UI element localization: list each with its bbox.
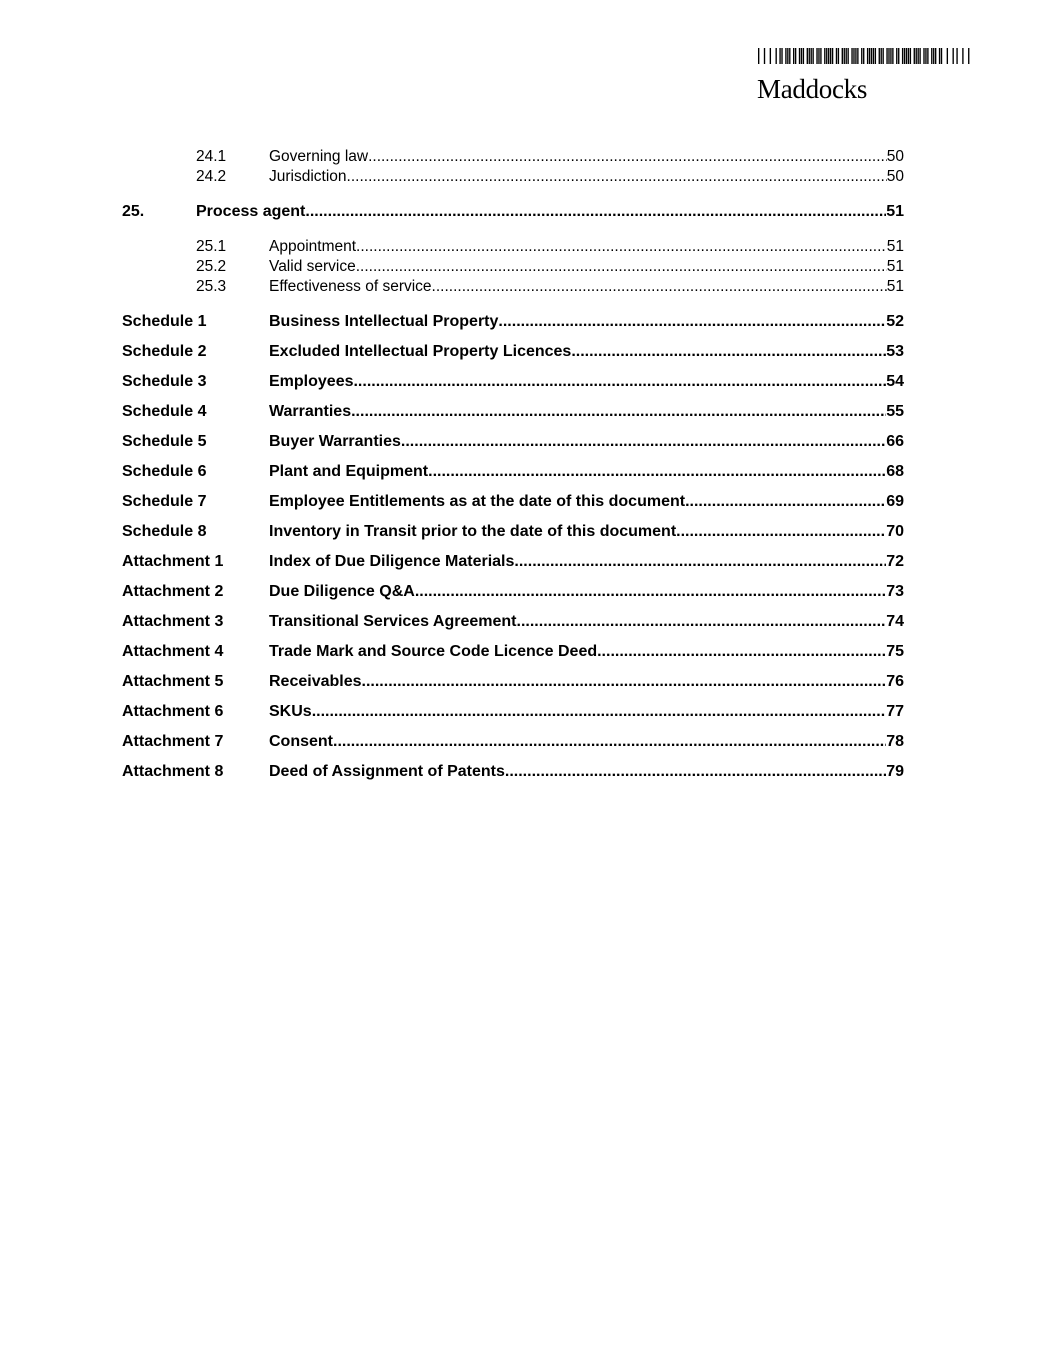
toc-entry-number: Attachment 7 [122,733,224,750]
toc-entry-page: 76 [886,673,904,690]
toc-entry[interactable] [122,397,904,427]
toc-entry-title: Buyer Warranties [269,433,401,450]
toc-entry-number: Attachment 5 [122,673,224,690]
toc-entry-title: Jurisdiction [269,168,347,185]
toc-entry-title: Deed of Assignment of Patents [269,763,505,780]
toc-leader-dots [498,307,886,337]
toc-entry-number: 25.3 [196,278,227,295]
toc-entry-number: Schedule 2 [122,343,207,360]
toc-entry[interactable] [122,607,904,637]
toc-entry-title: Appointment [269,238,357,255]
toc-entry-page: 51 [886,258,904,275]
toc-entry[interactable] [122,517,904,547]
toc-entry-title: Plant and Equipment [269,463,429,480]
toc-entry[interactable] [122,197,904,227]
toc-entry-title: Employee Entitlements as at the date of this document [269,493,686,510]
toc-entry-number: Schedule 8 [122,523,207,540]
toc-leader-dots [676,517,886,547]
toc-entry-title: Process agent [196,203,306,220]
toc-entry[interactable] [122,487,904,517]
toc-leader-dots [351,397,886,427]
table-of-contents [122,147,904,787]
toc-entry-number: Attachment 8 [122,763,224,780]
toc-entry-title: Excluded Intellectual Property Licences [269,343,572,360]
toc-leader-dots [356,257,887,277]
toc-leader-dots [415,577,886,607]
toc-subentry[interactable] [122,167,904,187]
toc-entry[interactable] [122,727,904,757]
toc-entry-page: 79 [886,763,904,780]
toc-entry-title: Business Intellectual Property [269,313,499,330]
toc-entry-number: 24.1 [196,148,227,165]
toc-entry-title: Index of Due Diligence Materials [269,553,515,570]
toc-entry[interactable] [122,757,904,787]
toc-entry-title: SKUs [269,703,312,720]
toc-entry-page: 74 [886,613,904,630]
toc-entry-number: 25. [122,203,145,220]
toc-leader-dots [368,147,887,167]
toc-entry-page: 69 [886,493,904,510]
maddocks-logo: Maddocks [757,74,868,104]
toc-entry-title: Consent [269,733,333,750]
toc-leader-dots [305,197,886,227]
toc-entry-page: 55 [886,403,904,420]
toc-entry[interactable] [122,577,904,607]
toc-leader-dots [597,637,886,667]
toc-entry-title: Employees [269,373,354,390]
toc-entry-page: 68 [886,463,904,480]
toc-entry-number: Schedule 5 [122,433,207,450]
toc-entry-page: 52 [886,313,904,330]
toc-entry-title: Due Diligence Q&A [269,583,415,600]
toc-entry-title: Trade Mark and Source Code Licence Deed [269,643,598,660]
toc-subentry[interactable] [122,237,904,257]
toc-entry-number: Schedule 6 [122,463,207,480]
toc-leader-dots [517,607,887,637]
toc-entry[interactable] [122,337,904,367]
toc-leader-dots [401,427,886,457]
toc-entry-number: Attachment 2 [122,583,224,600]
toc-leader-dots [347,167,887,187]
toc-entry-number: 25.2 [196,258,227,275]
toc-entry[interactable] [122,457,904,487]
toc-entry-page: 77 [886,703,904,720]
toc-entry-page: 73 [886,583,904,600]
toc-entry-number: Schedule 1 [122,313,207,330]
toc-entry[interactable] [122,307,904,337]
toc-entry-number: Attachment 6 [122,703,224,720]
toc-entry[interactable] [122,697,904,727]
toc-subentry[interactable] [122,147,904,167]
toc-entry-number: Schedule 7 [122,493,207,510]
toc-entry-number: Attachment 3 [122,613,224,630]
toc-entry[interactable] [122,367,904,397]
toc-entry-number: 25.1 [196,238,227,255]
toc-leader-dots [685,487,886,517]
toc-leader-dots [333,727,886,757]
toc-entry-title: Warranties [269,403,352,420]
toc-subentry[interactable] [122,257,904,277]
toc-entry-title: Inventory in Transit prior to the date of this document [269,523,677,540]
toc-leader-dots [571,337,886,367]
toc-entry-title: Governing law [269,148,369,165]
toc-entry-title: Receivables [269,673,362,690]
toc-entry-page: 50 [886,168,904,185]
toc-leader-dots [312,697,887,727]
toc-entry-page: 72 [886,553,904,570]
toc-leader-dots [362,667,887,697]
toc-entry-number: Schedule 4 [122,403,207,420]
toc-entry-page: 78 [886,733,904,750]
toc-entry-number: 24.2 [196,168,227,185]
toc-entry-page: 54 [886,373,904,390]
toc-entry[interactable] [122,637,904,667]
toc-entry-number: Schedule 3 [122,373,207,390]
toc-leader-dots [514,547,886,577]
toc-entry-title: Transitional Services Agreement [269,613,517,630]
toc-entry[interactable] [122,547,904,577]
toc-entry[interactable] [122,427,904,457]
barcode-icon [758,48,970,64]
toc-entry-page: 66 [886,433,904,450]
toc-entry-number: Attachment 1 [122,553,224,570]
toc-leader-dots [505,757,886,787]
toc-entry[interactable] [122,667,904,697]
toc-entry-page: 51 [886,238,904,255]
toc-entry-number: Attachment 4 [122,643,224,660]
toc-entry-page: 75 [886,643,904,660]
toc-entry-page: 51 [886,203,904,220]
toc-entry-page: 53 [886,343,904,360]
toc-entry-title: Valid service [269,258,356,275]
toc-entry-page: 70 [886,523,904,540]
toc-entry-title: Effectiveness of service [269,278,432,295]
toc-subentry[interactable] [122,277,904,297]
toc-leader-dots [356,237,887,257]
toc-leader-dots [353,367,886,397]
toc-leader-dots [432,277,887,297]
toc-entry-page: 50 [886,148,904,165]
toc-entry-page: 51 [886,278,904,295]
toc-leader-dots [428,457,886,487]
